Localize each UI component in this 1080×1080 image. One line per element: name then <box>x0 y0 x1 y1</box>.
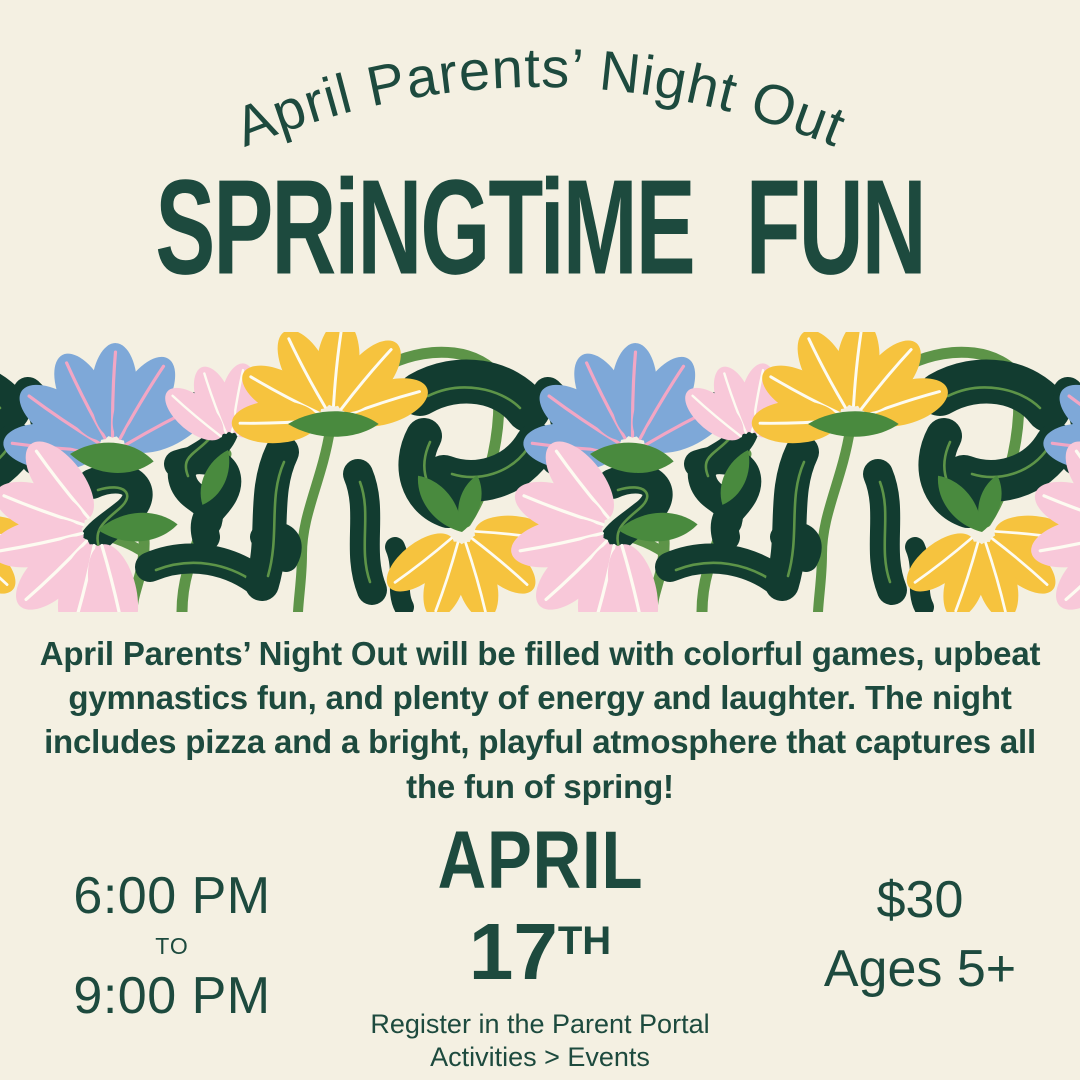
floral-band-illustration <box>0 332 1080 612</box>
end-time: 9:00 PM <box>73 967 271 1025</box>
event-title <box>0 152 1080 307</box>
event-title-word1: SPRiNGTiME <box>155 153 694 304</box>
price: $30 <box>876 871 964 929</box>
floral-tile-2 <box>507 332 1080 612</box>
time-separator: TO <box>155 933 189 959</box>
event-description: April Parents’ Night Out will be filled with colorful games, upbeat gymnastics fun, and plenty of energy and laughter. The night includes pizza and a bright, playful atmosphere that captures all the fun of spring! <box>39 635 1041 805</box>
day-number: 17 <box>468 907 558 996</box>
event-title-word2: FUN <box>745 153 925 304</box>
registration-line2: Activities > Events <box>430 1042 650 1073</box>
arc-headline-textpath: April Parents’ Night Out <box>226 35 855 159</box>
day-ordinal: TH <box>557 919 612 964</box>
price-block <box>798 870 1042 999</box>
registration-line1: Register in the Parent Portal <box>370 1009 710 1039</box>
registration-note <box>0 1008 1080 1075</box>
age-requirement: Ages 5+ <box>823 940 1017 998</box>
start-time: 6:00 PM <box>73 867 271 925</box>
floral-tile-1 <box>0 332 566 612</box>
arc-headline-text <box>226 36 854 159</box>
event-month: APRIL <box>437 815 643 906</box>
